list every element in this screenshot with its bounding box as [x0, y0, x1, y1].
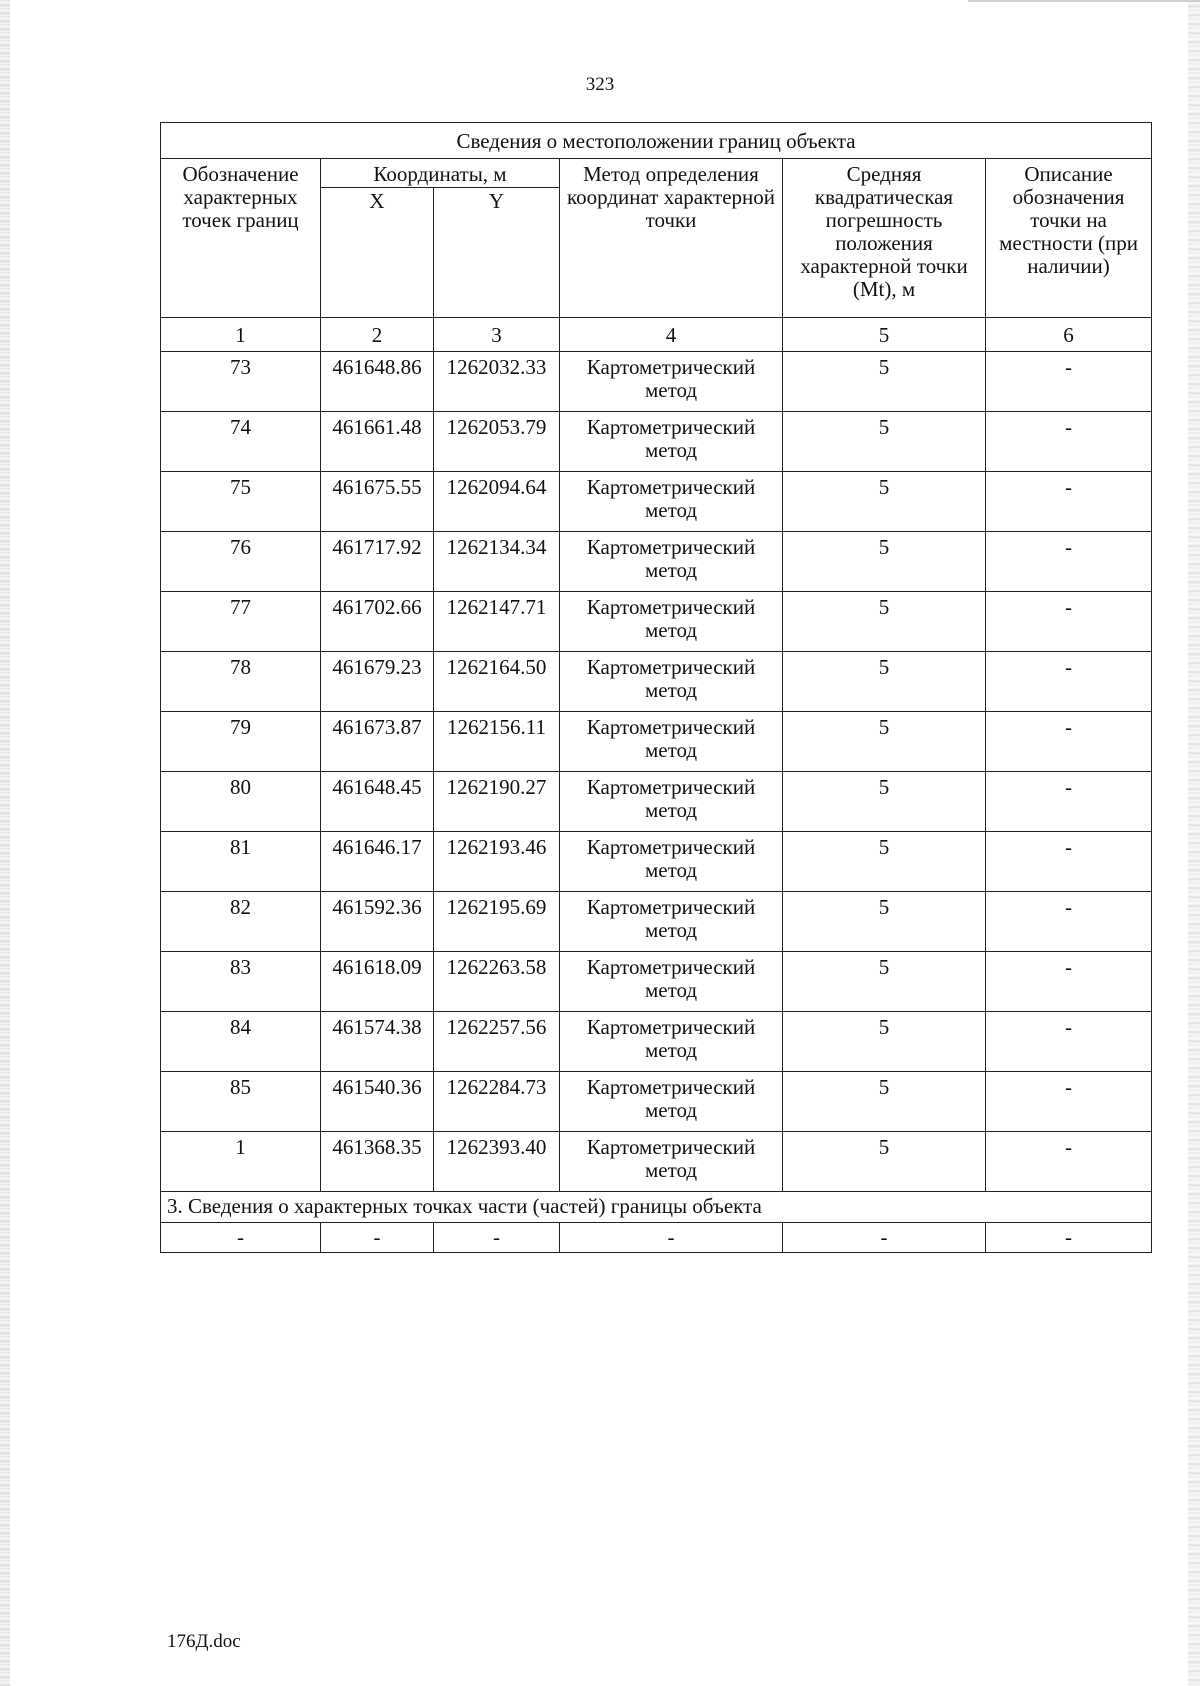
cell-point: 83: [161, 952, 321, 1012]
column-number-5: 5: [783, 318, 986, 352]
table-row: [161, 712, 1152, 772]
cell-accuracy: 5: [783, 832, 986, 892]
header-y: Y: [434, 188, 560, 318]
cell-y: 1262263.58: [434, 952, 560, 1012]
cell-x: 461679.23: [321, 652, 434, 712]
cell-point: 74: [161, 412, 321, 472]
table-row: [161, 772, 1152, 832]
column-number-4: 4: [560, 318, 783, 352]
section3-title: 3. Сведения о характерных точках части (частей) границы объекта: [161, 1192, 1152, 1223]
cell-description: -: [986, 1132, 1152, 1192]
cell-method: Картометрический метод: [560, 1132, 783, 1192]
cell-point: 81: [161, 832, 321, 892]
cell-y: 1262193.46: [434, 832, 560, 892]
cell-description: -: [986, 712, 1152, 772]
cell-accuracy: 5: [783, 712, 986, 772]
cell-x: 461675.55: [321, 472, 434, 532]
section3-cell: -: [783, 1223, 986, 1253]
cell-method: Картометрический метод: [560, 952, 783, 1012]
header-method: Метод определения координат характерной точки: [560, 159, 783, 318]
cell-description: -: [986, 592, 1152, 652]
cell-y: 1262147.71: [434, 592, 560, 652]
header-x: X: [321, 188, 434, 318]
cell-point: 77: [161, 592, 321, 652]
table-row: [161, 1072, 1152, 1132]
cell-accuracy: 5: [783, 1132, 986, 1192]
table-row: [161, 1012, 1152, 1072]
cell-accuracy: 5: [783, 592, 986, 652]
header-coordinates: Координаты, м: [321, 159, 560, 188]
cell-point: 80: [161, 772, 321, 832]
cell-method: Картометрический метод: [560, 412, 783, 472]
cell-accuracy: 5: [783, 532, 986, 592]
cell-description: -: [986, 772, 1152, 832]
cell-accuracy: 5: [783, 772, 986, 832]
column-number-6: 6: [986, 318, 1152, 352]
table-row: [161, 652, 1152, 712]
cell-accuracy: 5: [783, 352, 986, 412]
cell-y: 1262134.34: [434, 532, 560, 592]
cell-method: Картометрический метод: [560, 352, 783, 412]
cell-point: 85: [161, 1072, 321, 1132]
cell-description: -: [986, 352, 1152, 412]
cell-x: 461574.38: [321, 1012, 434, 1072]
cell-y: 1262053.79: [434, 412, 560, 472]
cell-description: -: [986, 412, 1152, 472]
section3-title-row: [161, 1192, 1152, 1223]
cell-y: 1262094.64: [434, 472, 560, 532]
cell-x: 461717.92: [321, 532, 434, 592]
cell-accuracy: 5: [783, 892, 986, 952]
cell-point: 75: [161, 472, 321, 532]
cell-y: 1262190.27: [434, 772, 560, 832]
cell-x: 461702.66: [321, 592, 434, 652]
cell-description: -: [986, 892, 1152, 952]
cell-y: 1262257.56: [434, 1012, 560, 1072]
cell-x: 461661.48: [321, 412, 434, 472]
cell-x: 461540.36: [321, 1072, 434, 1132]
cell-method: Картометрический метод: [560, 472, 783, 532]
cell-description: -: [986, 832, 1152, 892]
table-title-row: [161, 123, 1152, 159]
cell-x: 461646.17: [321, 832, 434, 892]
cell-y: 1262195.69: [434, 892, 560, 952]
cell-x: 461592.36: [321, 892, 434, 952]
table-row: [161, 532, 1152, 592]
cell-method: Картометрический метод: [560, 592, 783, 652]
cell-point: 73: [161, 352, 321, 412]
column-number-3: 3: [434, 318, 560, 352]
cell-x: 461648.45: [321, 772, 434, 832]
table-row: [161, 352, 1152, 412]
cell-description: -: [986, 952, 1152, 1012]
section3-cell: -: [434, 1223, 560, 1253]
cell-point: 82: [161, 892, 321, 952]
header-point-designation: Обозначение характерных точек границ: [161, 159, 321, 318]
cell-method: Картометрический метод: [560, 772, 783, 832]
cell-method: Картометрический метод: [560, 832, 783, 892]
table-title: Сведения о местоположении границ объекта: [161, 123, 1152, 159]
cell-x: 461368.35: [321, 1132, 434, 1192]
cell-description: -: [986, 652, 1152, 712]
section3-cell: -: [161, 1223, 321, 1253]
cell-point: 78: [161, 652, 321, 712]
cell-description: -: [986, 532, 1152, 592]
cell-accuracy: 5: [783, 412, 986, 472]
cell-method: Картометрический метод: [560, 1072, 783, 1132]
cell-method: Картометрический метод: [560, 892, 783, 952]
section3-cell: -: [986, 1223, 1152, 1253]
cell-description: -: [986, 1012, 1152, 1072]
cell-accuracy: 5: [783, 652, 986, 712]
cell-description: -: [986, 1072, 1152, 1132]
cell-method: Картометрический метод: [560, 532, 783, 592]
scan-edge-right: [1188, 0, 1200, 1686]
cell-x: 461648.86: [321, 352, 434, 412]
header-description: Описание обозначения точки на местности (при наличии): [986, 159, 1152, 318]
cell-accuracy: 5: [783, 472, 986, 532]
cell-y: 1262164.50: [434, 652, 560, 712]
column-numbers-row: [161, 318, 1152, 352]
section3-data-row: [161, 1223, 1152, 1253]
cell-method: Картометрический метод: [560, 652, 783, 712]
table-row: [161, 412, 1152, 472]
cell-point: 84: [161, 1012, 321, 1072]
table-row: [161, 592, 1152, 652]
table-row: [161, 892, 1152, 952]
cell-x: 461618.09: [321, 952, 434, 1012]
cell-x: 461673.87: [321, 712, 434, 772]
cell-y: 1262393.40: [434, 1132, 560, 1192]
cell-accuracy: 5: [783, 952, 986, 1012]
header-row-1: [161, 159, 1152, 188]
column-number-2: 2: [321, 318, 434, 352]
cell-point: 1: [161, 1132, 321, 1192]
section3-cell: -: [321, 1223, 434, 1253]
table-row: [161, 952, 1152, 1012]
cell-accuracy: 5: [783, 1072, 986, 1132]
cell-accuracy: 5: [783, 1012, 986, 1072]
cell-method: Картометрический метод: [560, 1012, 783, 1072]
table-row: [161, 1132, 1152, 1192]
table-row: [161, 472, 1152, 532]
header-accuracy: Средняя квадратическая погрешность положения характерной точки (Mt), м: [783, 159, 986, 318]
page-number: 323: [585, 74, 615, 95]
section3-cell: -: [560, 1223, 783, 1253]
cell-method: Картометрический метод: [560, 712, 783, 772]
cell-y: 1262032.33: [434, 352, 560, 412]
boundary-points-table: [160, 122, 1152, 1253]
cell-y: 1262156.11: [434, 712, 560, 772]
cell-point: 79: [161, 712, 321, 772]
cell-point: 76: [161, 532, 321, 592]
footer-filename: 176Д.doc: [167, 1631, 241, 1652]
column-number-1: 1: [161, 318, 321, 352]
table-row: [161, 832, 1152, 892]
scan-edge-left: [0, 0, 10, 1686]
cell-y: 1262284.73: [434, 1072, 560, 1132]
scan-artifact-line: [968, 0, 1200, 2]
cell-description: -: [986, 472, 1152, 532]
